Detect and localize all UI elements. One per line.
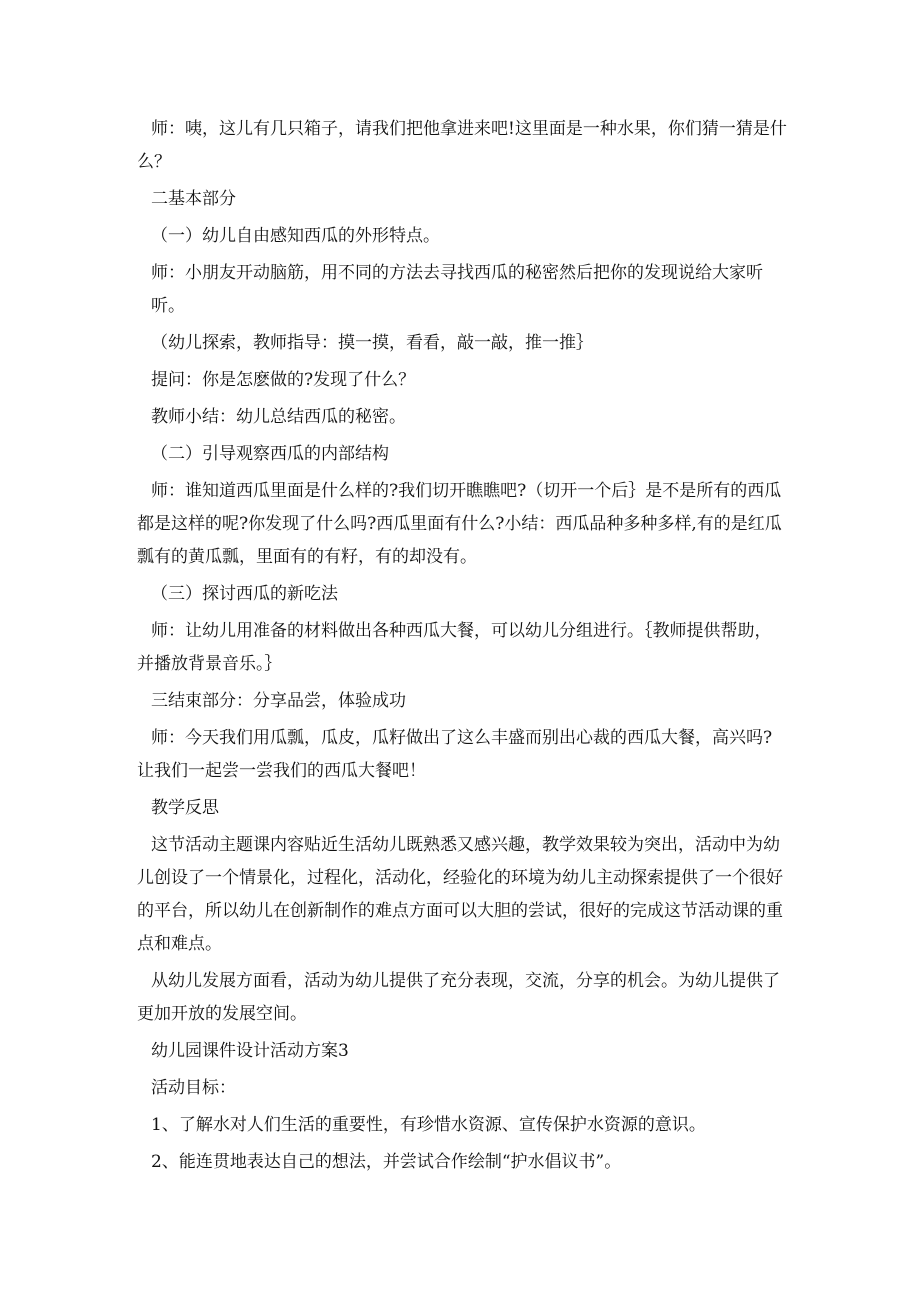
subheading-structure: （二）引导观察西瓜的内部结构	[151, 444, 389, 464]
paragraph-teacher-summary: 教师小结：幼儿总结西瓜的秘密。	[151, 407, 406, 427]
paragraph-question: 提问：你是怎麽做的?发现了什么？	[151, 370, 416, 390]
paragraph-teacher-inside: 师：谁知道西瓜里面是什么样的?我们切开瞧瞧吧?（切开一个后｝是不是所有的西瓜都是这样的呢?你发现了什么吗?西瓜里面有什么?小结：西瓜品种多种多样,有的是红瓜瓢有的黄瓜瓢，里面有的有籽，有的却没有。	[137, 481, 782, 567]
goal-item-2: 2、能连贯地表达自己的想法，并尝试合作绘制“护水倡议书”。	[151, 1152, 622, 1172]
section-heading-goals: 活动目标：	[151, 1078, 236, 1098]
section-heading-plan3: 幼儿园课件设计活动方案3	[151, 1041, 349, 1061]
paragraph-teacher-boxes: 师：咦，这儿有几只箱子，请我们把他拿进来吧!这里面是一种水果，你们猜一猜是什么？	[137, 119, 787, 172]
section-heading-basic: 二基本部分	[151, 189, 236, 209]
paragraph-reflection: 这节活动主题课内容贴近生活幼儿既熟悉又感兴趣，教学效果较为突出，活动中为幼儿创设了一个情景化，过程化，活动化，经验化的环境为幼儿主动探索提供了一个很好的平台，所以幼儿在创新制作的难点方面可以大胆的尝试，很好的完成这节活动课的重点和难点。	[137, 835, 783, 954]
section-heading-reflection: 教学反思	[151, 798, 219, 818]
paragraph-teacher-materials: 师：让幼儿用准备的材料做出各种西瓜大餐，可以幼儿分组进行。｛教师提供帮助，并播放背景音乐。｝	[137, 621, 772, 674]
subheading-new-way: （三）探讨西瓜的新吃法	[151, 584, 338, 604]
paragraph-explore-note: （幼儿探索，教师指导：摸一摸，看看，敲一敲，推一推｝	[151, 333, 593, 353]
paragraph-teacher-feast: 师：今天我们用瓜瓢，瓜皮，瓜籽做出了这么丰盛而别出心裁的西瓜大餐，高兴吗?让我们一起尝一尝我们的西瓜大餐吧！	[137, 728, 773, 781]
subheading-shape: （一）幼儿自由感知西瓜的外形特点。	[151, 226, 440, 246]
paragraph-teacher-explore: 师：小朋友开动脑筋，用不同的方法去寻找西瓜的秘密然后把你的发现说给大家听听。	[151, 263, 763, 316]
document-body	[137, 113, 787, 1179]
section-heading-ending: 三结束部分：分享品尝，体验成功	[151, 691, 406, 711]
paragraph-development: 从幼儿发展方面看，活动为幼儿提供了充分表现，交流，分享的机会。为幼儿提供了更加开放的发展空间。	[137, 971, 780, 1024]
goal-item-1: 1、了解水对人们生活的重要性，有珍惜水资源、宣传保护水资源的意识。	[151, 1115, 706, 1135]
